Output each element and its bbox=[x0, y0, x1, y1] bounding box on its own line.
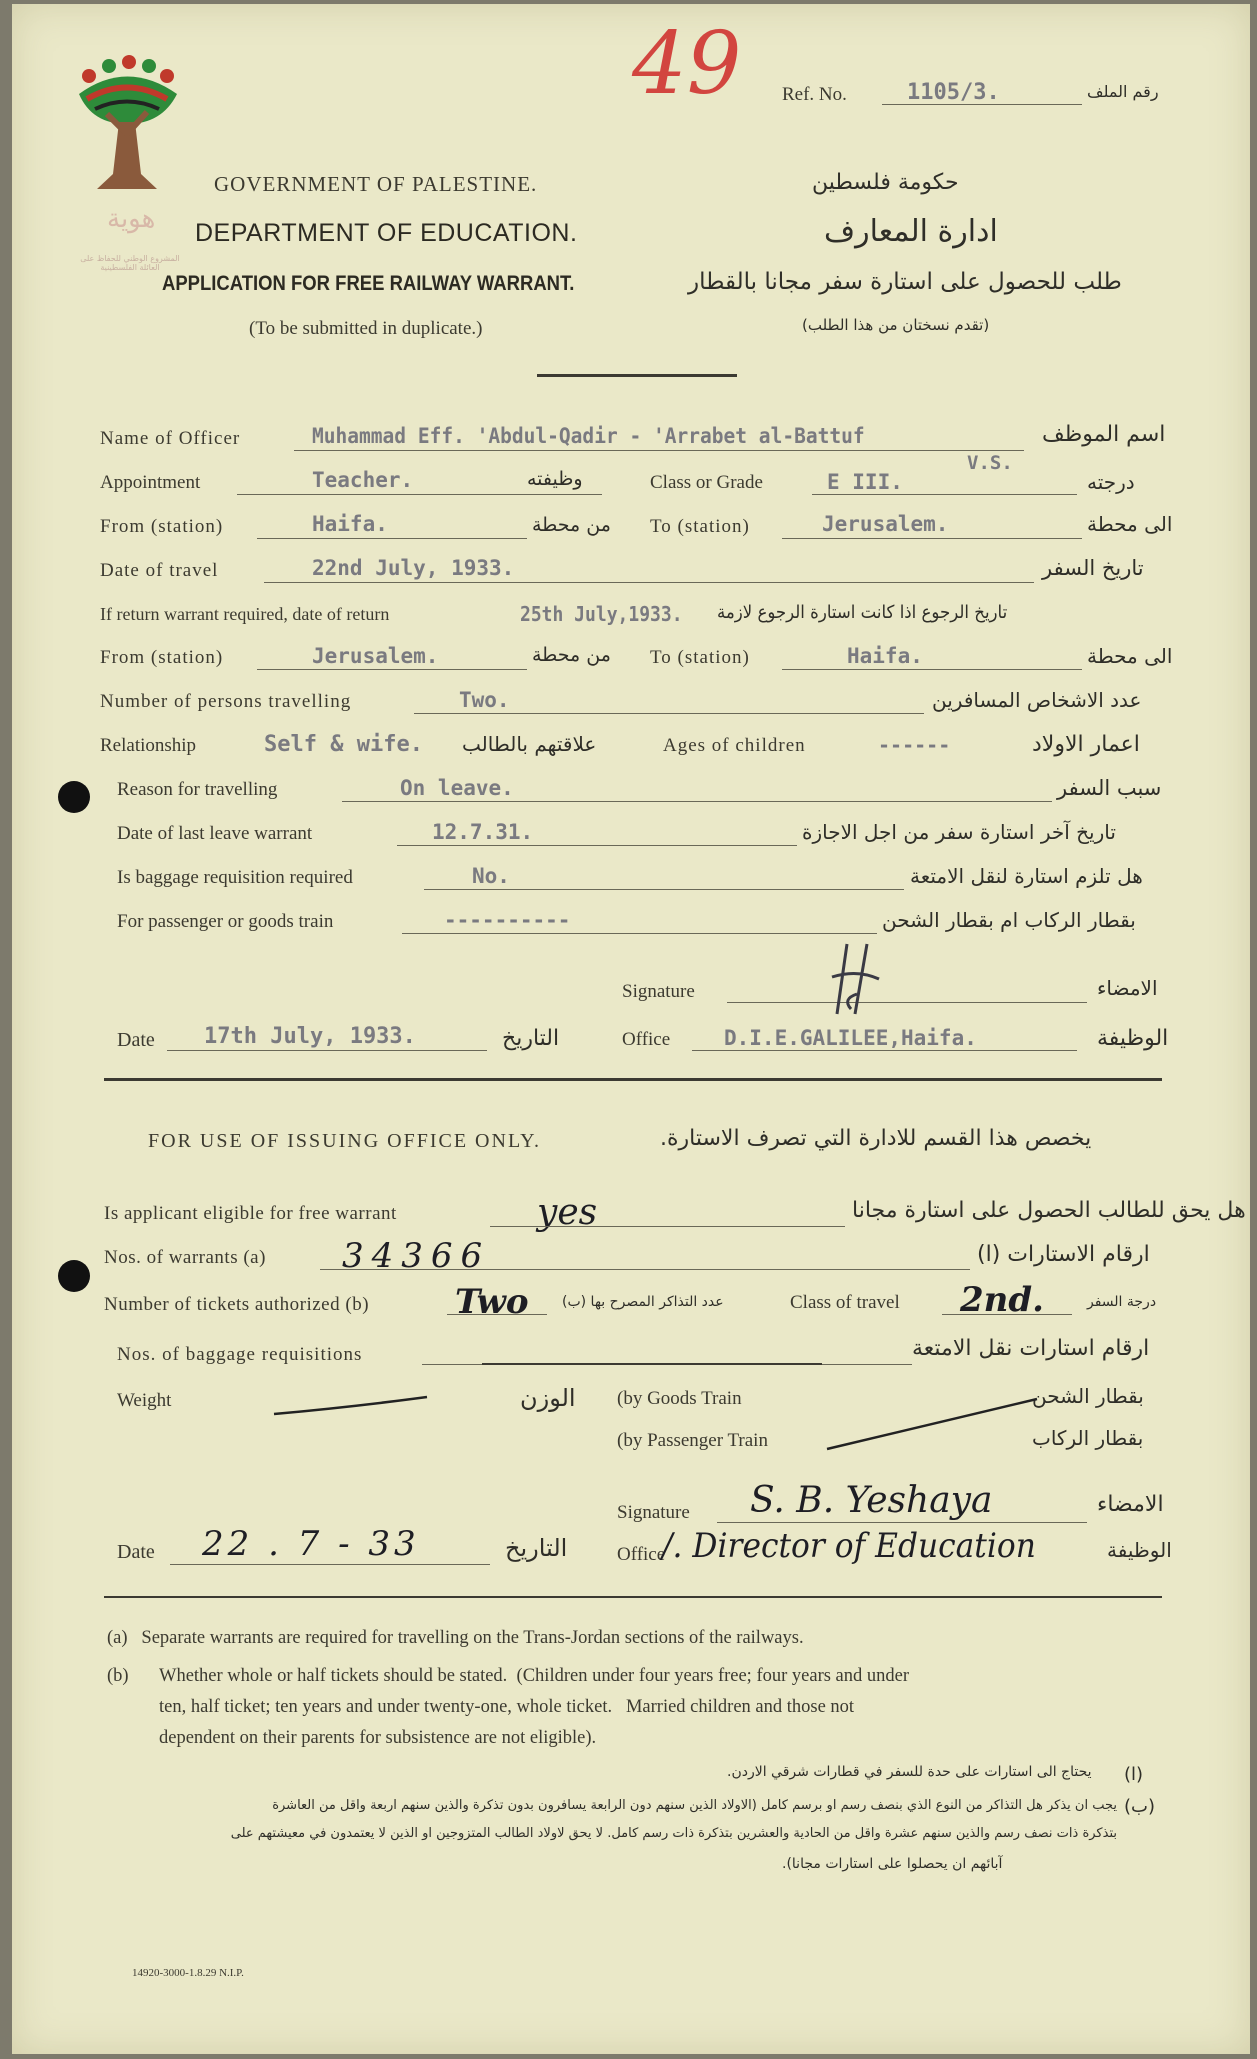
appointment-label-ar: وظيفته bbox=[527, 468, 583, 490]
warrants-value: 34366 bbox=[342, 1236, 491, 1276]
note-ar-b-line-1: يجب ان يذكر هل التذاكر من النوع الذي بنصف رسم او برسم كامل (الاولاد الذين سنهم دون الرابعة يسافرون بدون تذكرة والذين سنهم اربعة واقل من العاشرة bbox=[272, 1798, 1117, 1813]
class-value: 2nd. bbox=[960, 1280, 1044, 1320]
applicant-signature-label-ar: الامضاء bbox=[1097, 976, 1158, 1000]
logo-caption-small: المشروع الوطني للحفاظ على العائلة الفلسطينية bbox=[80, 254, 180, 272]
ref-value: 1105/3. bbox=[907, 80, 1000, 105]
grade-label-ar: درجته bbox=[1087, 470, 1135, 494]
from-station-label: From (station) bbox=[100, 516, 224, 537]
class-label: Class of travel bbox=[790, 1292, 900, 1313]
last-leave-label-ar: تاريخ آخر استارة سفر من اجل الاجازة bbox=[802, 820, 1116, 844]
warrants-label-ar: ارقام الاستارات (ا) bbox=[977, 1242, 1150, 1267]
eligible-label: Is applicant eligible for free warrant bbox=[104, 1203, 397, 1224]
grade-label: Class or Grade bbox=[650, 472, 763, 493]
note-ar-b-line-3: آبائهم ان يحصلوا على استارات مجانا). bbox=[782, 1856, 1003, 1872]
office-label-ar: الوظيفة bbox=[1097, 1026, 1169, 1051]
to-station-label: To (station) bbox=[650, 516, 750, 537]
relationship-label-ar: علاقتهم بالطالب bbox=[462, 732, 597, 756]
tickets-label-ar: عدد التذاكر المصرح بها (ب) bbox=[562, 1294, 724, 1310]
gov-title: GOVERNMENT OF PALESTINE. bbox=[214, 172, 538, 196]
note-ar-a-label: (ا) bbox=[1124, 1764, 1144, 1785]
issuing-title-ar: يخصص هذا القسم للادارة التي تصرف الاستارة. bbox=[660, 1126, 1092, 1151]
baggage-label: Is baggage requisition required bbox=[117, 867, 353, 888]
passenger-train-label-ar: بقطار الركاب bbox=[1032, 1426, 1144, 1450]
issuer-office-value: /. Director of Education bbox=[662, 1526, 1036, 1566]
persons-label-ar: عدد الاشخاص المسافرين bbox=[932, 688, 1142, 712]
return-date-value: 25th July,1933. bbox=[520, 602, 683, 626]
travel-date-value: 22nd July, 1933. bbox=[312, 556, 515, 580]
note-ar-b-line-2: بتذكرة ذات نصف رسم والذين سنهم عشرة واقل من الحادية والعشرين بتذكرة ذات رسم كامل. لا يحق لاولاد الطالب المتزوجين او الذين لا يعتمدون في معيشتهم على bbox=[230, 1826, 1117, 1841]
note-a: (a) Separate warrants are required for travelling on the Trans-Jordan sections of the railways. bbox=[107, 1628, 804, 1648]
persons-value: Two. bbox=[459, 688, 510, 712]
appointment-label: Appointment bbox=[100, 472, 201, 493]
note-ar-b-label: (ب) bbox=[1124, 1796, 1155, 1817]
baggage-value: No. bbox=[472, 864, 510, 888]
punch-hole-bottom bbox=[58, 1260, 90, 1292]
app-title: APPLICATION FOR FREE RAILWAY WARRANT. bbox=[162, 272, 575, 295]
eligible-value: yes bbox=[537, 1192, 598, 1233]
to-station-value: Jerusalem. bbox=[822, 512, 949, 536]
last-leave-value: 12.7.31. bbox=[432, 820, 534, 844]
issuing-title: FOR USE OF ISSUING OFFICE ONLY. bbox=[148, 1130, 542, 1152]
persons-label: Number of persons travelling bbox=[100, 691, 352, 712]
train-label: For passenger or goods train bbox=[117, 911, 334, 932]
train-dash-mark bbox=[822, 1394, 1042, 1454]
passenger-train-label: (by Passenger Train bbox=[617, 1430, 768, 1451]
travel-date-label: Date of travel bbox=[100, 560, 219, 581]
to-station-2-label: To (station) bbox=[650, 647, 750, 668]
travel-date-label-ar: تاريخ السفر bbox=[1042, 556, 1144, 580]
from-station-2-label-ar: من محطة bbox=[532, 644, 611, 666]
baggage-requisitions-label-ar: ارقام استارات نقل الامتعة bbox=[912, 1336, 1150, 1361]
tree-icon bbox=[67, 54, 187, 204]
from-station-label-ar: من محطة bbox=[532, 514, 611, 536]
reason-label-ar: سبب السفر bbox=[1057, 776, 1162, 800]
logo-caption: هوية bbox=[107, 204, 156, 234]
duplicate-note-ar: (تقدم نسختان من هذا الطلب) bbox=[802, 316, 990, 334]
baggage-requisitions-label: Nos. of baggage requisitions bbox=[117, 1344, 363, 1365]
tickets-value: Two bbox=[455, 1282, 529, 1322]
applicant-signature-label: Signature bbox=[622, 981, 695, 1002]
grade-value: E III. bbox=[827, 470, 903, 494]
train-label-ar: بقطار الركاب ام بقطار الشحن bbox=[882, 908, 1136, 932]
from-station-value: Haifa. bbox=[312, 512, 388, 536]
note-b-line-2: ten, half ticket; ten years and under twenty-one, whole ticket. Married children and those not bbox=[159, 1697, 855, 1717]
officer-name-label: Name of Officer bbox=[100, 428, 241, 449]
officer-name-value: Muhammad Eff. 'Abdul-Qadir - 'Arrabet al-Battuf bbox=[312, 424, 865, 448]
weight-dash-mark bbox=[272, 1389, 432, 1419]
note-b-label: (b) bbox=[107, 1666, 129, 1686]
children-ages-value: ------ bbox=[878, 733, 951, 757]
dept-title-ar: ادارة المعارف bbox=[824, 214, 998, 249]
eligible-label-ar: هل يحق للطالب الحصول على استارة مجانا bbox=[852, 1198, 1246, 1223]
relationship-label: Relationship bbox=[100, 735, 197, 756]
goods-train-label: (by Goods Train bbox=[617, 1388, 742, 1409]
reason-value: On leave. bbox=[400, 776, 514, 800]
to-station-2-value: Haifa. bbox=[847, 644, 923, 668]
train-value: ---------- bbox=[444, 908, 571, 932]
document-sheet bbox=[12, 4, 1250, 2054]
children-ages-label: Ages of children bbox=[663, 735, 806, 756]
weight-label: Weight bbox=[117, 1390, 172, 1411]
note-b-line-1: Whether whole or half tickets should be stated. (Children under four years free; four years and under bbox=[159, 1666, 910, 1686]
page-number: 49 bbox=[632, 14, 742, 114]
application-date-value: 17th July, 1933. bbox=[204, 1024, 416, 1049]
issuer-signature-label-ar: الامضاء bbox=[1097, 1492, 1164, 1517]
weight-label-ar: الوزن bbox=[520, 1384, 576, 1412]
class-label-ar: درجة السفر bbox=[1087, 1294, 1157, 1310]
punch-hole-top bbox=[58, 781, 90, 813]
app-title-ar: طلب للحصول على استارة سفر مجانا بالقطار bbox=[688, 269, 1122, 295]
application-date-label-ar: التاريخ bbox=[502, 1026, 560, 1051]
ref-label: Ref. No. bbox=[782, 84, 847, 105]
to-station-label-ar: الى محطة bbox=[1087, 512, 1173, 536]
dept-title: DEPARTMENT OF EDUCATION. bbox=[195, 219, 578, 247]
note-b-line-3: dependent on their parents for subsistence are not eligible). bbox=[159, 1728, 597, 1748]
from-station-2-label: From (station) bbox=[100, 647, 224, 668]
last-leave-label: Date of last leave warrant bbox=[117, 823, 313, 844]
issue-date-label-ar: التاريخ bbox=[505, 1534, 568, 1562]
issuer-signature-value: S. B. Yeshaya bbox=[750, 1480, 993, 1521]
note-ar-a: يحتاج الى استارات على حدة للسفر في قطارات شرقي الاردن. bbox=[727, 1764, 1092, 1780]
goods-train-label-ar: بقطار الشحن bbox=[1032, 1384, 1144, 1408]
officer-name-label-ar: اسم الموظف bbox=[1042, 422, 1166, 447]
baggage-label-ar: هل تلزم استارة لنقل الامتعة bbox=[910, 864, 1143, 888]
issue-date-value: 22 . 7 - 33 bbox=[202, 1524, 420, 1564]
from-station-2-value: Jerusalem. bbox=[312, 644, 439, 668]
office-value: D.I.E.GALILEE,Haifa. bbox=[724, 1026, 977, 1050]
reason-label: Reason for travelling bbox=[117, 779, 278, 800]
grade-note: V.S. bbox=[967, 452, 1013, 474]
warrants-label: Nos. of warrants (a) bbox=[104, 1247, 266, 1268]
issuer-office-label: Office bbox=[617, 1544, 666, 1565]
footer-print-code: 14920-3000-1.8.29 N.I.P. bbox=[132, 1967, 244, 1979]
appointment-value: Teacher. bbox=[312, 468, 414, 492]
duplicate-note: (To be submitted in duplicate.) bbox=[249, 318, 483, 339]
issuer-office-label-ar: الوظيفة bbox=[1107, 1538, 1172, 1562]
return-date-label: If return warrant required, date of return bbox=[100, 604, 390, 624]
tickets-label: Number of tickets authorized (b) bbox=[104, 1294, 370, 1315]
applicant-signature-mark bbox=[827, 939, 887, 1019]
to-station-2-label-ar: الى محطة bbox=[1087, 644, 1173, 668]
return-date-label-ar: تاريخ الرجوع اذا كانت استارة الرجوع لازمة bbox=[717, 602, 1008, 623]
issuer-signature-label: Signature bbox=[617, 1502, 690, 1523]
logo bbox=[67, 54, 187, 204]
relationship-value: Self & wife. bbox=[264, 732, 423, 757]
gov-title-ar: حكومة فلسطين bbox=[812, 170, 959, 195]
application-date-label: Date bbox=[117, 1029, 155, 1051]
ref-label-ar: رقم الملف bbox=[1087, 82, 1159, 101]
issue-date-label: Date bbox=[117, 1541, 155, 1563]
children-ages-label-ar: اعمار الاولاد bbox=[1032, 732, 1140, 757]
office-label: Office bbox=[622, 1029, 671, 1050]
